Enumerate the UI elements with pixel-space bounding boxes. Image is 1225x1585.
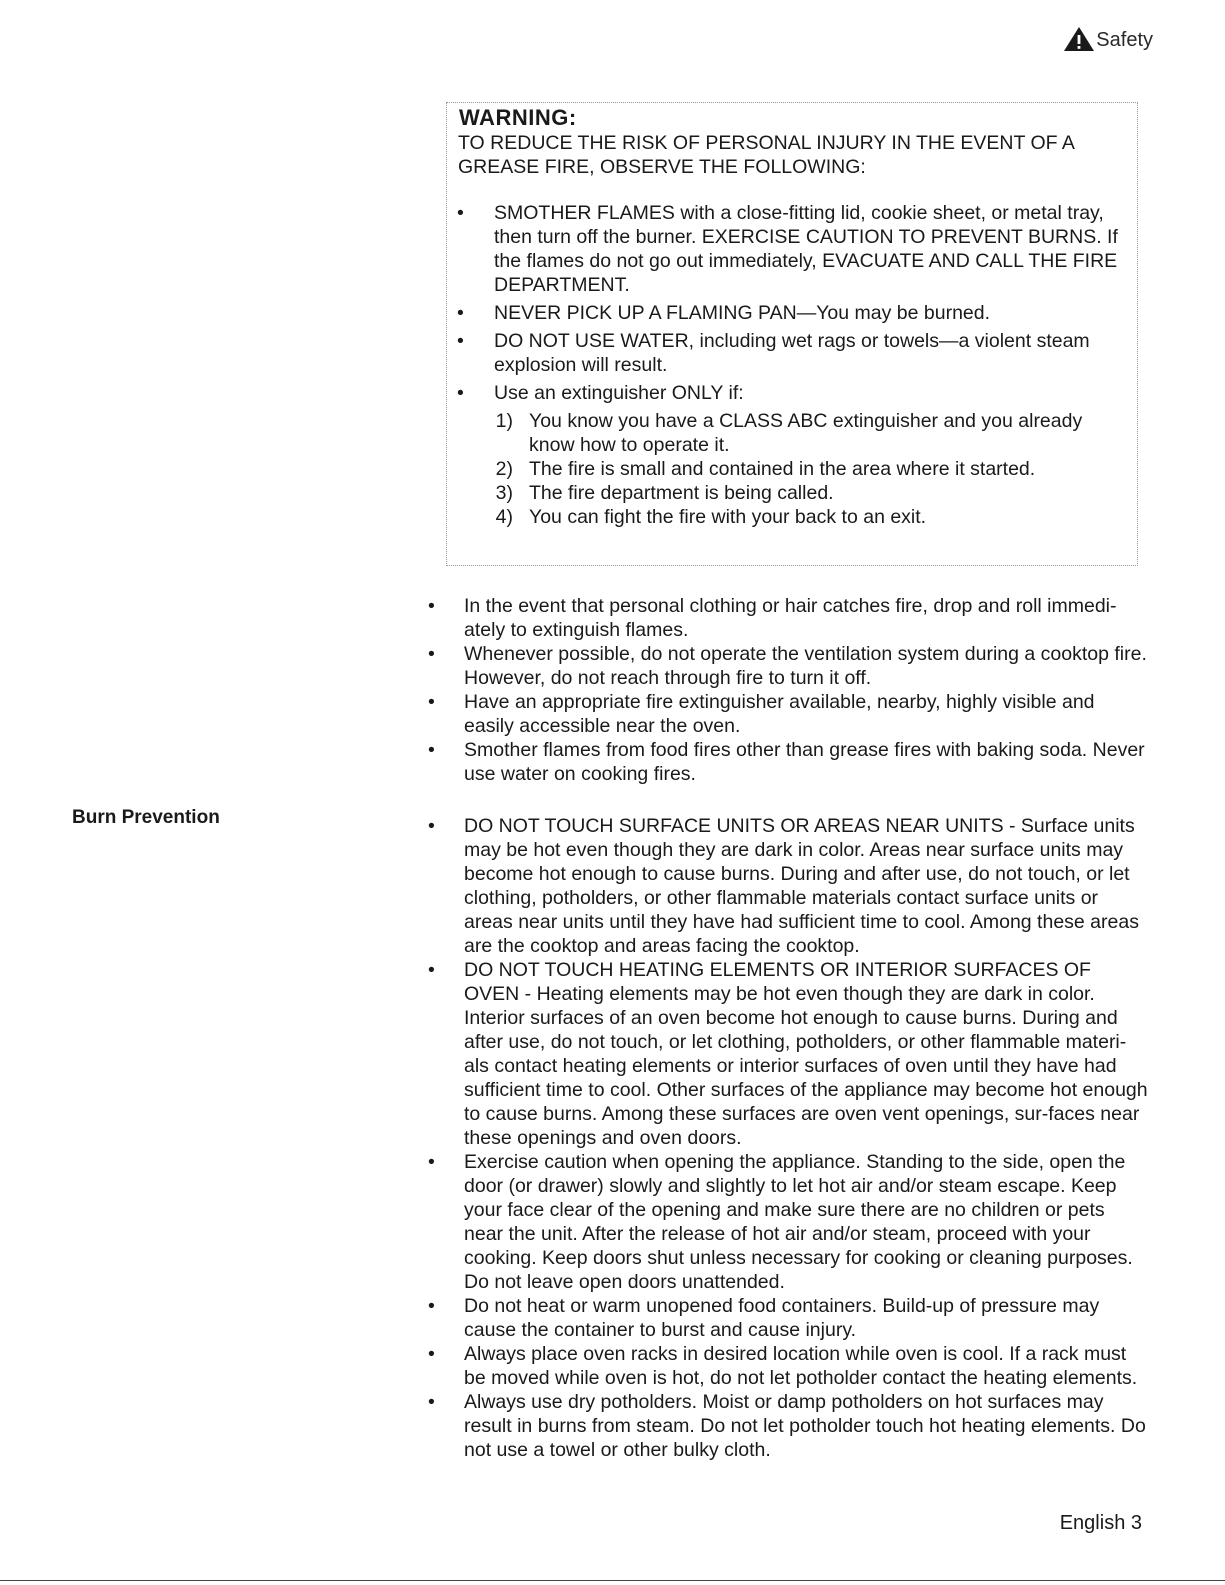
bullet: • — [428, 739, 435, 761]
warning-item — [457, 381, 1129, 405]
bullet: • — [428, 959, 435, 981]
bullet: • — [428, 1343, 435, 1365]
bullet: • — [428, 815, 435, 837]
burn-item — [428, 814, 1148, 958]
warning-item-text: SMOTHER FLAMES with a close-fitting lid, cookie sheet, or metal tray, then turn off the burner. EXERCISE CAUTION TO PREVENT BURNS. If the flames do not go out immediately, EVACUATE AND CALL THE FIRE DEPARTMENT. — [494, 202, 1118, 296]
bullet: • — [457, 202, 464, 224]
warning-item — [457, 301, 1129, 325]
bullet: • — [428, 1295, 435, 1317]
warning-item-text: NEVER PICK UP A FLAMING PAN—You may be burned. — [494, 302, 991, 324]
burn-item — [428, 1390, 1148, 1462]
warning-item — [457, 329, 1129, 377]
sub-item-number: 3) — [495, 482, 513, 504]
safety-header — [1063, 26, 1153, 52]
fire-item-text: Have an appropriate fire extinguisher available, nearby, highly visible and easily accessible near the oven. — [464, 691, 1095, 737]
bullet: • — [457, 330, 464, 352]
burn-item — [428, 1342, 1148, 1390]
fire-item — [428, 594, 1148, 642]
warning-item-text: Use an extinguisher ONLY if: — [494, 382, 744, 404]
burn-item-text: Always place oven racks in desired location while oven is cool. If a rack must be moved while oven is hot, do not let potholder contact the heating elements. — [464, 1343, 1138, 1389]
sub-item-text: You know you have a CLASS ABC extinguisher and you already know how to operate it. — [529, 410, 1083, 456]
warning-sub-item — [457, 457, 1129, 481]
burn-item-text: Always use dry potholders. Moist or damp potholders on hot surfaces may result in burns from steam. Do not let potholder touch hot heating elements. Do not use a towel or other bulky cloth. — [464, 1391, 1146, 1461]
main-list — [428, 594, 1148, 1462]
bottom-rule — [0, 1580, 1225, 1581]
warning-intro: TO REDUCE THE RISK OF PERSONAL INJURY IN THE EVENT OF A GREASE FIRE, OBSERVE THE FOLLOWING: — [458, 132, 1074, 178]
burn-item-text: Do not heat or warm unopened food containers. Build-up of pressure may cause the container to burst and cause injury. — [464, 1295, 1100, 1341]
bullet: • — [457, 302, 464, 324]
sub-item-number: 4) — [495, 506, 513, 528]
sub-item-text: The fire is small and contained in the area where it started. — [529, 458, 1036, 480]
sub-item-text: You can fight the fire with your back to an exit. — [529, 506, 927, 528]
warning-item — [457, 201, 1129, 297]
warning-item-text: DO NOT USE WATER, including wet rags or towels—a violent steam explosion will result. — [494, 330, 1090, 376]
sub-item-number: 2) — [495, 458, 513, 480]
warning-sub-item — [457, 481, 1129, 505]
warning-list — [457, 201, 1129, 529]
burn-item — [428, 1294, 1148, 1342]
fire-item — [428, 738, 1148, 786]
fire-item — [428, 642, 1148, 690]
warning-title: WARNING: — [459, 105, 577, 130]
burn-item — [428, 1150, 1148, 1294]
fire-item-text: Smother flames from food fires other than grease fires with baking soda. Never use water on cooking fires. — [464, 739, 1145, 785]
fire-item-text: In the event that personal clothing or hair catches fire, drop and roll immedi-ately to extinguish flames. — [464, 595, 1117, 641]
section-spacer — [428, 786, 1148, 814]
warning-sub-item — [457, 505, 1129, 529]
safety-label: Safety — [1096, 29, 1153, 51]
warning-sub-item — [457, 409, 1129, 457]
bullet: • — [428, 595, 435, 617]
bullet: • — [428, 1391, 435, 1413]
section-heading-burn-prevention: Burn Prevention — [72, 807, 220, 828]
bullet: • — [457, 382, 464, 404]
bullet: • — [428, 643, 435, 665]
burn-item-text: DO NOT TOUCH SURFACE UNITS OR AREAS NEAR UNITS - Surface units may be hot even though they are dark in color. Areas near surface units may become hot enough to cause burns. During and after use, do not touch, or let clothing, potholders, or other flammable materials contact surface units or areas near units until they have had sufficient time to cool. Among these areas are the cooktop and areas facing the cooktop. — [464, 815, 1139, 957]
fire-item-text: Whenever possible, do not operate the ventilation system during a cooktop fire. However, do not reach through fire to turn it off. — [464, 643, 1147, 689]
bullet: • — [428, 1151, 435, 1173]
page-number: English 3 — [1059, 1512, 1142, 1534]
bullet: • — [428, 691, 435, 713]
warning-box — [446, 102, 1138, 566]
sub-item-text: The fire department is being called. — [529, 482, 834, 504]
fire-item — [428, 690, 1148, 738]
burn-item-text: DO NOT TOUCH HEATING ELEMENTS OR INTERIOR SURFACES OF OVEN - Heating elements may be hot even though they are dark in color. Interior surfaces of an oven become hot enough to cause burns. During and after use, do not touch, or let clothing, potholders, or other flammable materi-als contact heating elements or interior surfaces of oven until they have had sufficient time to cool. Other surfaces of the appliance may become hot enough to cause burns. Among these surfaces are oven vent openings, sur-faces near these openings and oven doors. — [464, 959, 1148, 1149]
burn-item — [428, 958, 1148, 1150]
sub-item-number: 1) — [495, 410, 513, 432]
warning-triangle-icon — [1063, 26, 1095, 52]
burn-item-text: Exercise caution when opening the appliance. Standing to the side, open the door (or drawer) slowly and slightly to let hot air and/or steam escape. Keep your face clear of the opening and make sure there are no children or pets near the unit. After the release of hot air and/or steam, proceed with your cooking. Keep doors shut unless necessary for cooking or cleaning purposes. Do not leave open doors unattended. — [464, 1151, 1133, 1293]
